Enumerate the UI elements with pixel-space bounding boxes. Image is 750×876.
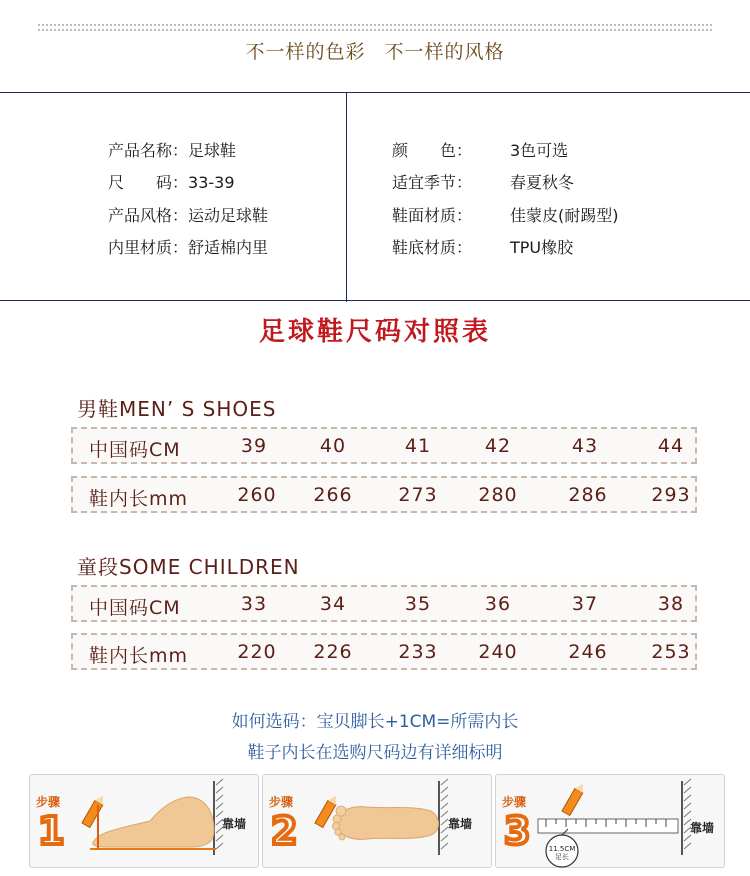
row-label: 中国码CM — [89, 439, 181, 461]
step-1-wall-label: 靠墙 — [222, 817, 247, 831]
length-cell: 220 — [237, 641, 277, 663]
spec-value: 33-39 — [188, 173, 235, 192]
size-cell: 43 — [571, 435, 599, 457]
size-cell: 35 — [404, 593, 432, 615]
spec-row — [392, 170, 574, 193]
instruction-line-1: 如何选码：宝贝脚长+1CM=所需内长 — [231, 712, 519, 732]
spec-label: 尺 码： — [108, 173, 189, 192]
mens-section-heading: 男鞋MEN’ S SHOES — [77, 397, 277, 421]
length-cell: 233 — [398, 641, 438, 663]
spec-value: 足球鞋 — [188, 141, 237, 160]
length-cell: 226 — [313, 641, 353, 663]
step-1-panel — [29, 774, 259, 868]
row-label: 鞋内长mm — [89, 645, 189, 667]
slogan-part-2: 不一样的风格 — [384, 41, 505, 63]
step-2-label: 步骤 — [269, 795, 294, 809]
top-dotted-divider-2 — [38, 29, 712, 31]
size-chart-title: 足球鞋尺码对照表 — [258, 317, 491, 347]
length-cell: 253 — [651, 641, 691, 663]
length-cell: 286 — [568, 484, 608, 506]
spec-label: 产品名称： — [108, 141, 189, 160]
instruction-line-2: 鞋子内长在选购尺码边有详细标明 — [247, 743, 503, 763]
length-cell: 280 — [478, 484, 518, 506]
spec-value: 运动足球鞋 — [188, 206, 269, 225]
spec-value: TPU橡胶 — [510, 238, 574, 257]
spec-label: 鞋底材质： — [392, 238, 473, 257]
size-cell: 34 — [319, 593, 347, 615]
spec-row — [108, 138, 236, 161]
size-cell: 36 — [484, 593, 512, 615]
size-cell: 33 — [240, 593, 268, 615]
step-3-measure — [548, 845, 576, 861]
spec-row — [392, 235, 573, 258]
spec-value: 佳蒙皮(耐踢型) — [510, 206, 619, 225]
row-label: 鞋内长mm — [89, 488, 189, 510]
size-cell: 42 — [484, 435, 512, 457]
size-cell: 37 — [571, 593, 599, 615]
length-cell: 293 — [651, 484, 691, 506]
size-cell: 38 — [657, 593, 685, 615]
step-1-number: 1 — [38, 809, 65, 853]
spec-label: 鞋面材质： — [392, 206, 473, 225]
step-2-panel — [262, 774, 492, 868]
info-top-border — [0, 92, 750, 93]
spec-row — [392, 203, 619, 226]
children-cm-row — [71, 585, 697, 622]
length-cell: 273 — [398, 484, 438, 506]
step-2-wall-label: 靠墙 — [448, 817, 473, 831]
size-cell: 39 — [240, 435, 268, 457]
spec-row — [392, 138, 568, 161]
spec-label: 适宜季节： — [392, 173, 473, 192]
children-mm-row — [71, 633, 697, 670]
length-cell: 240 — [478, 641, 518, 663]
length-cell: 260 — [237, 484, 277, 506]
step-2-number: 2 — [271, 809, 298, 853]
spec-value: 舒适棉内里 — [188, 238, 269, 257]
spec-label: 颜 色： — [392, 141, 473, 160]
spec-label: 内里材质： — [108, 238, 189, 257]
step-3-panel — [495, 774, 725, 868]
info-vertical-divider — [346, 92, 347, 302]
info-bottom-border — [0, 300, 750, 301]
spec-value: 3色可选 — [510, 141, 569, 160]
step-1-label: 步骤 — [36, 795, 61, 809]
step-3-wall-label: 靠墙 — [690, 821, 715, 835]
mens-mm-row — [71, 476, 697, 513]
length-cell: 246 — [568, 641, 608, 663]
spec-row — [108, 235, 268, 258]
size-cell: 40 — [319, 435, 347, 457]
slogan — [0, 37, 750, 64]
measure-value: 11.5CM — [548, 845, 576, 853]
measure-sub: 足长 — [555, 853, 569, 861]
mens-cm-row — [71, 427, 697, 464]
spec-row — [108, 170, 235, 193]
children-section-heading: 童段SOME CHILDREN — [77, 555, 300, 579]
top-dotted-divider — [38, 24, 712, 26]
spec-row — [108, 203, 268, 226]
slogan-part-1: 不一样的色彩 — [245, 41, 366, 63]
spec-label: 产品风格： — [108, 206, 189, 225]
row-label: 中国码CM — [89, 597, 181, 619]
step-3-label: 步骤 — [502, 795, 527, 809]
spec-value: 春夏秋冬 — [510, 173, 575, 192]
length-cell: 266 — [313, 484, 353, 506]
size-cell: 41 — [404, 435, 432, 457]
size-cell: 44 — [657, 435, 685, 457]
step-3-number: 3 — [504, 809, 531, 853]
